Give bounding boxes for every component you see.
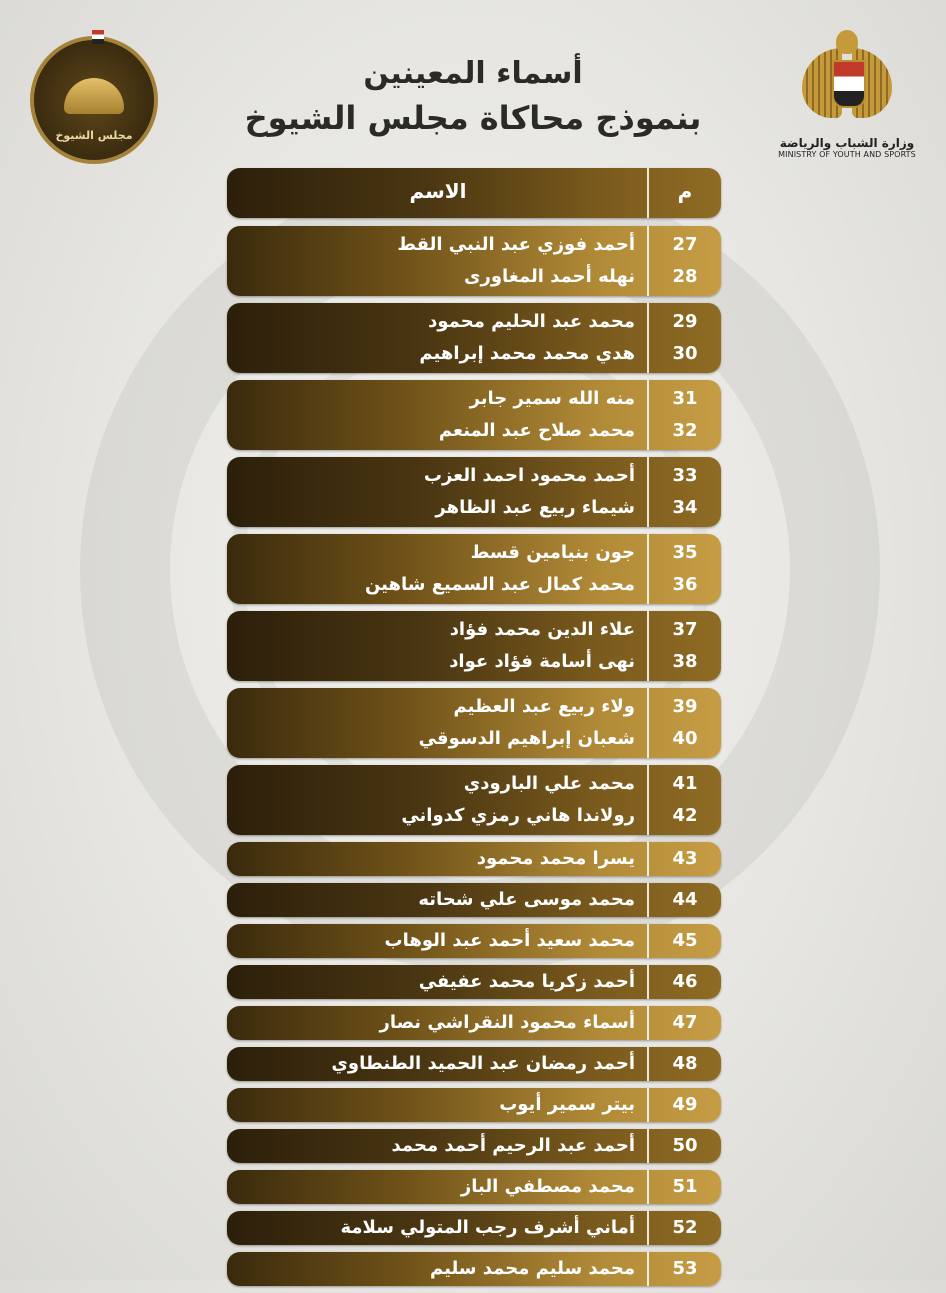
table-row-group <box>227 1211 721 1245</box>
header-num: م <box>677 179 693 203</box>
table-row-group <box>227 765 721 835</box>
row-name: منه الله سمير جابر <box>469 388 635 409</box>
row-number: 48 <box>672 1053 698 1074</box>
row-name: نهى أسامة فؤاد عواد <box>449 651 635 672</box>
table-row-group <box>227 457 721 527</box>
table-body <box>227 226 721 1286</box>
table-row-group <box>227 611 721 681</box>
row-number: 42 <box>672 805 698 826</box>
row-number: 49 <box>672 1094 698 1115</box>
table-row-group <box>227 965 721 999</box>
row-name: أماني أشرف رجب المتولي سلامة <box>340 1217 635 1238</box>
row-name: يسرا محمد محمود <box>476 848 635 869</box>
table-row-group <box>227 226 721 296</box>
header-name: الاسم <box>409 179 467 203</box>
table-row-group <box>227 534 721 604</box>
row-name: أحمد عبد الرحيم أحمد محمد <box>391 1135 635 1156</box>
row-name: هدي محمد محمد إبراهيم <box>419 343 635 364</box>
row-number: 45 <box>672 930 698 951</box>
row-name: بيتر سمير أيوب <box>499 1094 635 1115</box>
row-name: محمد علي البارودي <box>463 773 635 794</box>
row-number: 52 <box>672 1217 698 1238</box>
table-header <box>227 168 721 218</box>
row-name: أسماء محمود النقراشي نصار <box>379 1012 635 1033</box>
row-number: 43 <box>672 848 698 869</box>
row-number: 46 <box>672 971 698 992</box>
row-name: رولاندا هاني رمزي كدواني <box>401 805 635 826</box>
row-number: 36 <box>672 574 698 595</box>
row-number: 44 <box>672 889 698 910</box>
eagle-emblem-icon <box>802 30 892 130</box>
row-name: جون بنيامين قسط <box>470 542 635 563</box>
row-name: ولاء ربيع عبد العظيم <box>453 696 635 717</box>
row-number: 38 <box>672 651 698 672</box>
table-row-group <box>227 842 721 876</box>
row-name: أحمد زكريا محمد عفيفي <box>418 971 635 992</box>
row-number: 35 <box>672 542 698 563</box>
row-name: محمد مصطفي الباز <box>460 1176 635 1197</box>
row-name: محمد كمال عبد السميع شاهين <box>364 574 635 595</box>
table-row-group <box>227 380 721 450</box>
row-name: محمد صلاح عبد المنعم <box>438 420 635 441</box>
table-row-group <box>227 1047 721 1081</box>
row-name: محمد موسى علي شحاته <box>418 889 635 910</box>
row-name: شيماء ربيع عبد الظاهر <box>435 497 635 518</box>
row-name: شعبان إبراهيم الدسوقي <box>418 728 635 749</box>
row-number: 37 <box>672 619 698 640</box>
table-row-group <box>227 1088 721 1122</box>
row-number: 41 <box>672 773 698 794</box>
title-line-2: بنموذج محاكاة مجلس الشيوخ <box>244 99 702 137</box>
table-row-group <box>227 1170 721 1204</box>
table-row-group <box>227 688 721 758</box>
row-name: أحمد رمضان عبد الحميد الطنطاوي <box>331 1053 635 1074</box>
row-number: 30 <box>672 343 698 364</box>
row-name: أحمد محمود احمد العزب <box>423 465 635 486</box>
row-name: أحمد فوزي عبد النبي القط <box>397 234 635 255</box>
row-name: محمد عبد الحليم محمود <box>428 311 635 332</box>
row-number: 27 <box>672 234 698 255</box>
row-number: 28 <box>672 266 698 287</box>
row-number: 50 <box>672 1135 698 1156</box>
names-table <box>227 168 721 1293</box>
eagle-shield <box>832 60 866 108</box>
row-number: 53 <box>672 1258 698 1279</box>
row-number: 51 <box>672 1176 698 1197</box>
ministry-name-english: MINISTRY OF YOUTH AND SPORTS <box>778 150 916 159</box>
table-row-group <box>227 1252 721 1286</box>
table-row-group <box>227 883 721 917</box>
row-number: 31 <box>672 388 698 409</box>
row-name: محمد سعيد أحمد عبد الوهاب <box>384 930 635 951</box>
row-name: نهله أحمد المغاورى <box>463 266 635 287</box>
logo-left-text: مجلس الشيوخ <box>55 129 133 142</box>
row-number: 47 <box>672 1012 698 1033</box>
table-row-group <box>227 1129 721 1163</box>
eagle-head <box>836 30 858 54</box>
row-number: 40 <box>672 728 698 749</box>
title-line-1: أسماء المعينين <box>363 56 583 91</box>
row-number: 39 <box>672 696 698 717</box>
table-row-group <box>227 1006 721 1040</box>
table-row-group <box>227 924 721 958</box>
ministry-logo <box>772 30 922 180</box>
row-name: علاء الدين محمد فؤاد <box>449 619 635 640</box>
row-number: 34 <box>672 497 698 518</box>
row-number: 33 <box>672 465 698 486</box>
table-row-group <box>227 303 721 373</box>
row-name: محمد سليم محمد سليم <box>430 1258 635 1279</box>
row-number: 32 <box>672 420 698 441</box>
row-number: 29 <box>672 311 698 332</box>
ministry-name-arabic: وزارة الشباب والرياضة <box>779 136 915 150</box>
flag-icon <box>92 30 104 44</box>
